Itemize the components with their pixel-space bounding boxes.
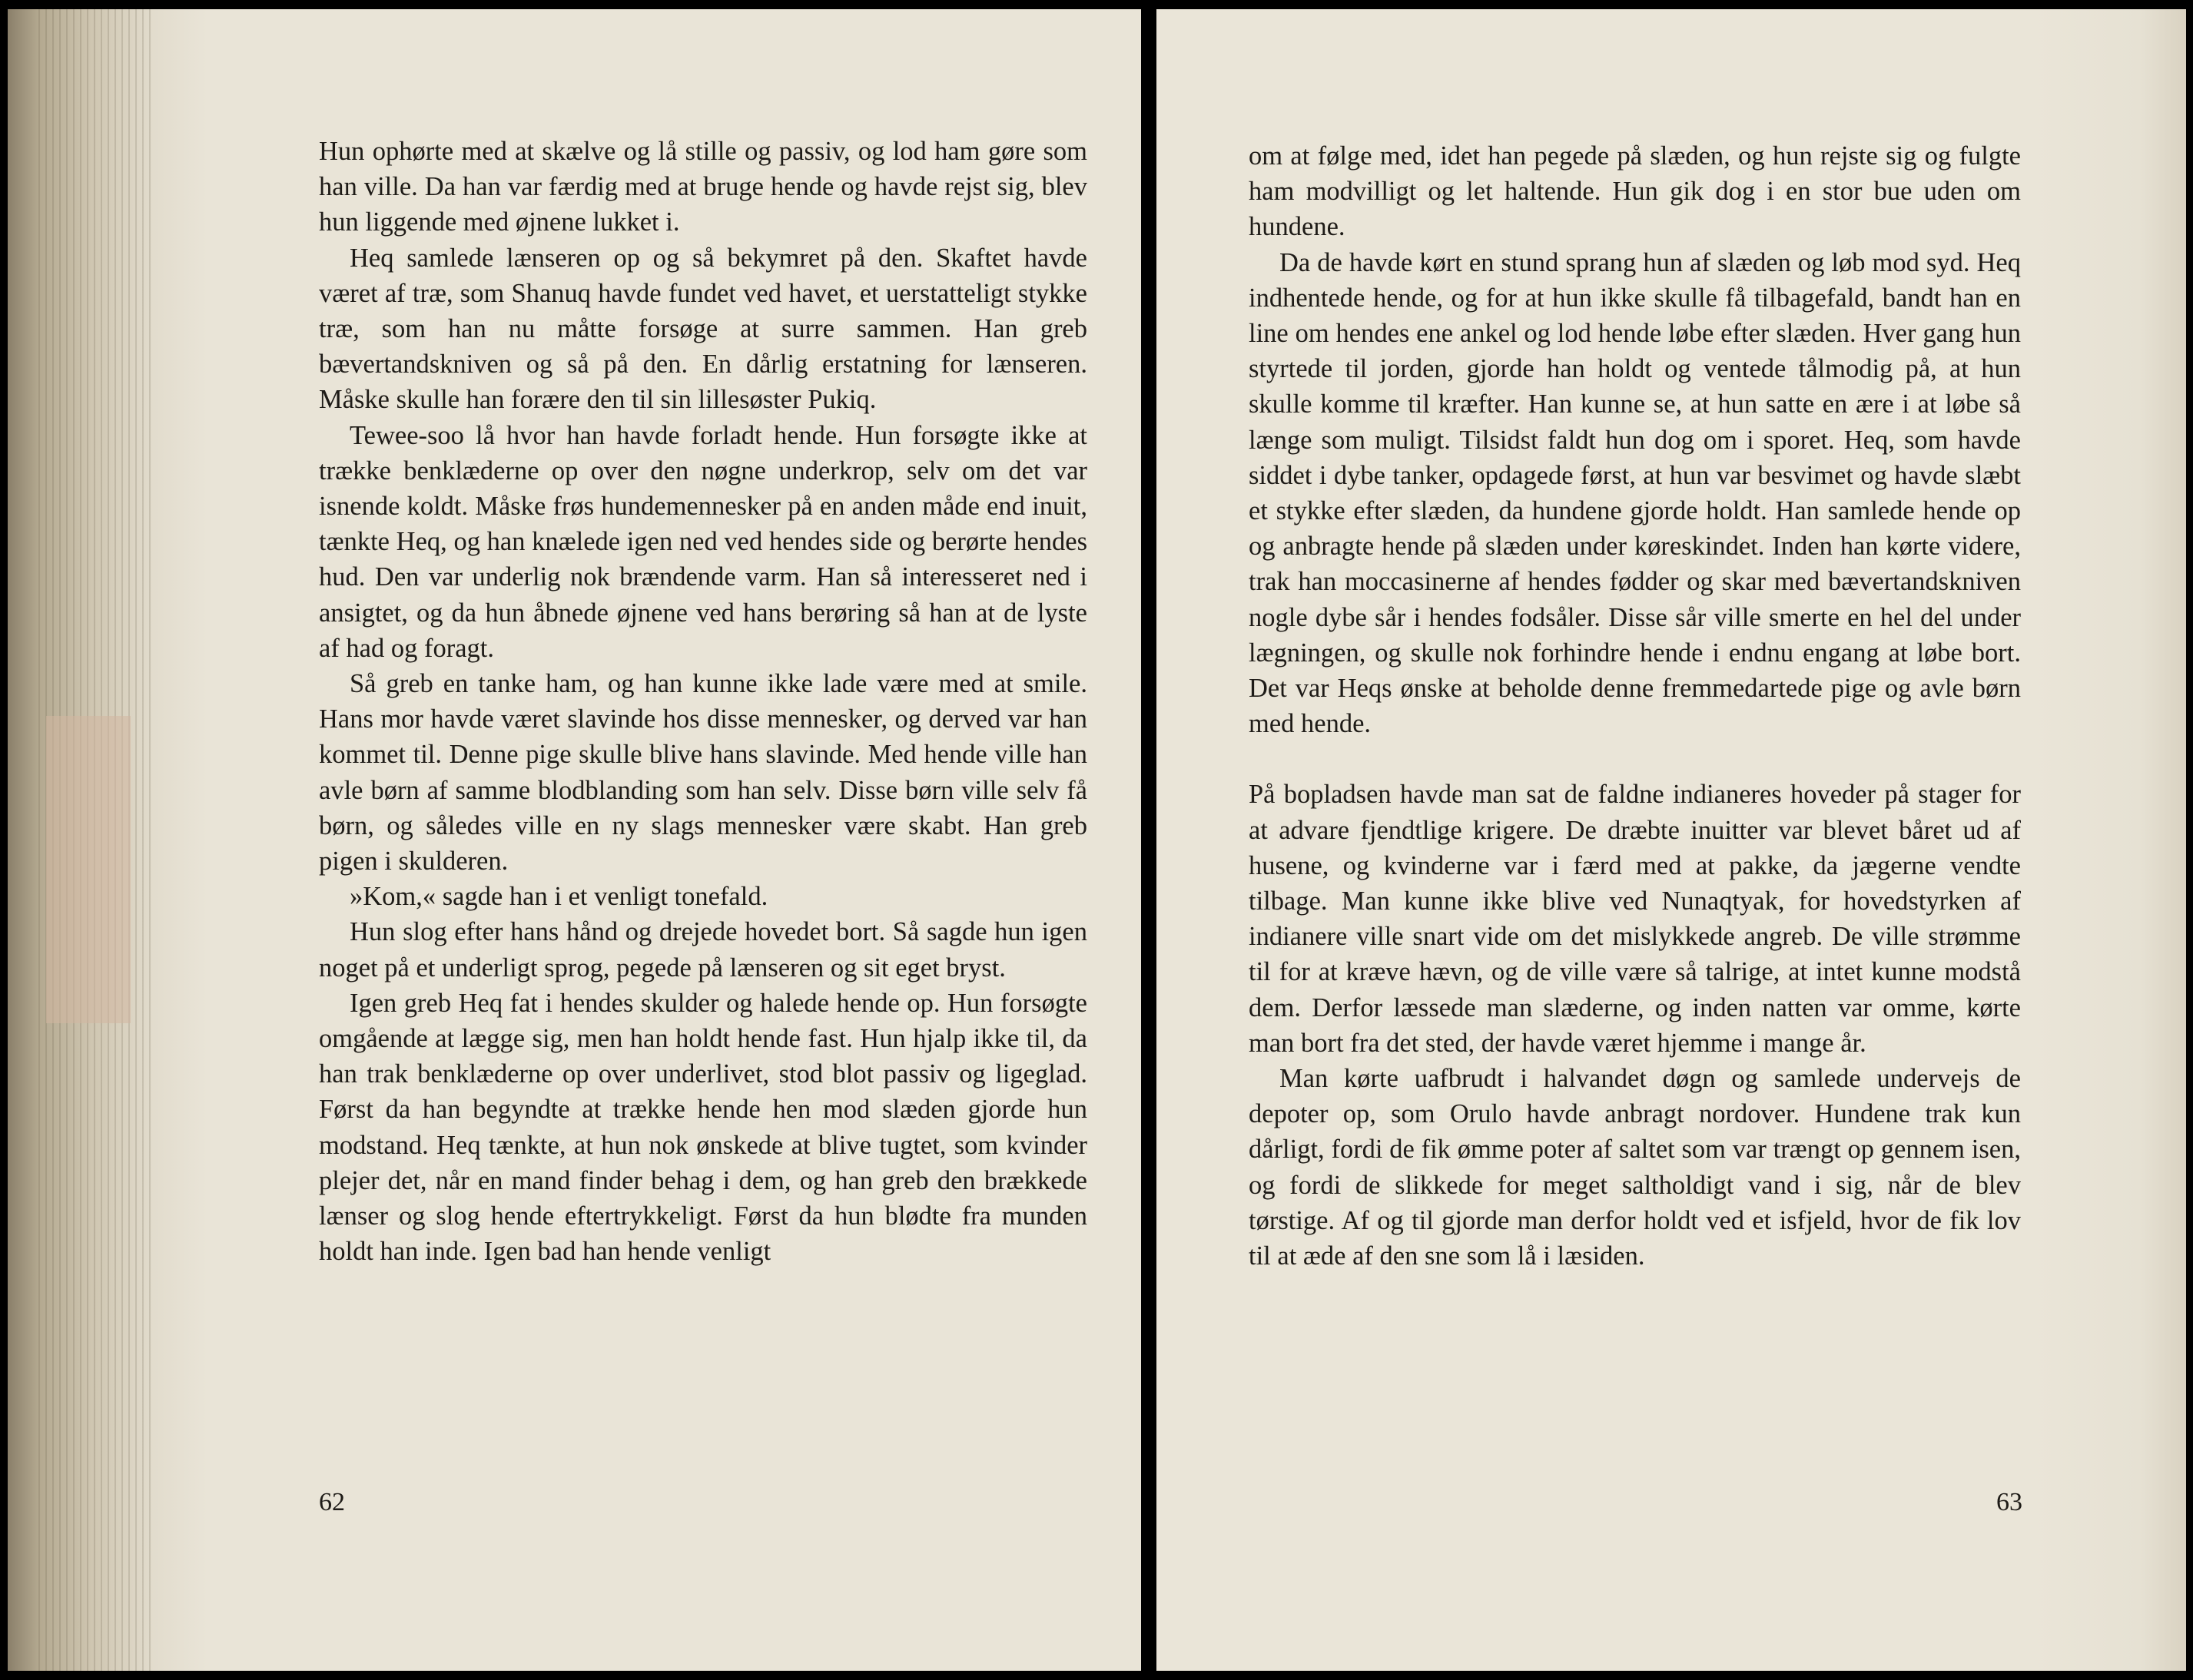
paragraph: om at følge med, idet han pegede på slæden, og hun rejste sig og fulgte ham modvilligt og let haltende. Hun gik dog i en stor bue uden om hundene.	[1249, 141, 2021, 242]
page-edge-stain	[46, 716, 131, 1023]
paragraph: På bopladsen havde man sat de faldne indianeres hoveder på stager for at advare fjendtlige krigere. De dræbte inuitter var blevet båret ud af husene, og kvinderne var i færd med at pakke, da jægerne vendte tilbage. Man kunne ikke blive ved Nunaqtyak, for hovedstyrken af indianere ville snart vide om det mislykkede angreb. De ville strømme til for at kræve hævn, og de ville være så talrige, at intet kunne modstå dem. Derfor læssede man slæderne, og inden natten var omme, kørte man bort fra det sted, der havde været hjemme i mange år.	[1249, 780, 2021, 1058]
paragraph: Tewee-soo lå hvor han havde forladt hende. Hun forsøgte ikke at trække benklæderne op over den nøgne underkrop, selv om det var isnende koldt. Måske frøs hundemennesker på en anden måde end inuit, tænkte Heq, og han knælede igen ned ved hendes side og berørte hendes hud. Den var underlig nok brændende varm. Han så interesseret ned i ansigtet, og da hun åbnede øjnene ved hans berøring så han at de lyste af had og foragt.	[319, 420, 1087, 663]
left-page	[8, 9, 1141, 1671]
page-number: 62	[319, 1488, 345, 1516]
paragraph: Hun ophørte med at skælve og lå stille og passiv, og lod ham gøre som han ville. Da han var færdig med at bruge hende og havde rejst sig, blev hun liggende med øjnene lukket i.	[319, 137, 1087, 237]
left-page-text	[319, 134, 1087, 1270]
page-number: 63	[1996, 1488, 2022, 1516]
paragraph: »Kom,« sagde han i et venligt tonefald.	[350, 882, 768, 912]
paragraph: Så greb en tanke ham, og han kunne ikke lade være med at smile. Hans mor havde været slavinde hos disse mennesker, og derved var han kommet til. Denne pige skulle blive hans slavinde. Med hende ville han avle børn af samme blodblanding som han selv. Disse børn ville selv få børn, og således ville en ny slags mennesker være skabt. Han greb pigen i skulderen.	[319, 669, 1087, 876]
right-page-text	[1249, 138, 2021, 1274]
paragraph: Heq samlede lænseren op og så bekymret på den. Skaftet havde været af træ, som Shanuq havde fundet ved havet, et uerstatteligt stykke træ, som han nu måtte forsøge at surre sammen. Han greb bævertandskniven og så på den. En dårlig erstatning for lænseren. Måske skulle han forære den til sin lillesøster Pukiq.	[319, 243, 1087, 415]
paragraph: Igen greb Heq fat i hendes skulder og halede hende op. Hun forsøgte omgående at lægge sig, men han holdt hende fast. Hun hjalp ikke til, da han trak benklæderne op over underlivet, stod blot passiv og ligeglad. Først da han begyndte at trække hende hen mod slæden gjorde hun modstand. Heq tænkte, at hun nok ønskede at blive tugtet, som kvinder plejer det, når en mand finder behag i dem, og han greb den brækkede lænser og slog hende eftertrykkeligt. Først da hun blødte fra munden holdt han inde. Igen bad han hende venligt	[319, 988, 1087, 1267]
paragraph: Da de havde kørt en stund sprang hun af slæden og løb mod syd. Heq indhentede hende, og for at hun ikke skulle få tilbagefald, bandt han en line om hendes ene ankel og lod hende løbe efter slæden. Hver gang hun styrtede til jorden, gjorde han holdt og ventede tålmodig på, at hun skulle komme til kræfter. Han kunne se, at hun satte en ære i at løbe så længe som muligt. Tilsidst faldt hun dog om i sporet. Heq, som havde siddet i dybe tanker, opdagede først, at hun var besvimet og havde slæbt et stykke efter slæden, da hundene gjorde holdt. Han samlede hende op og anbragte hende på slæden under køreskindet. Inden han kørte videre, trak han moccasinerne af hendes fødder og skar med bævertandskniven nogle dybe sår i hendes fodsåler. Disse sår ville smerte en hel del under lægningen, og skulle nok forhindre hende i endnu engang at løbe bort. Det var Heqs ønske at beholde denne fremmedartede pige og avle børn med hende.	[1249, 247, 2021, 739]
paragraph: Man kørte uafbrudt i halvandet døgn og samlede undervejs de depoter op, som Orulo havde anbragt nordover. Hundene trak kun dårligt, fordi de fik ømme poter af saltet som var trængt op gennem isen, og fordi de slikkede for meget saltholdigt vand i sig, når de blev tørstige. Af og til gjorde man derfor holdt ved et isfjeld, hvor de fik lov til at æde af den sne som lå i læsiden.	[1249, 1064, 2021, 1271]
paragraph: Hun slog efter hans hånd og drejede hovedet bort. Så sagde hun igen noget på et underligt sprog, pegede på lænseren og sit eget bryst.	[319, 917, 1087, 982]
right-page	[1156, 9, 2186, 1671]
